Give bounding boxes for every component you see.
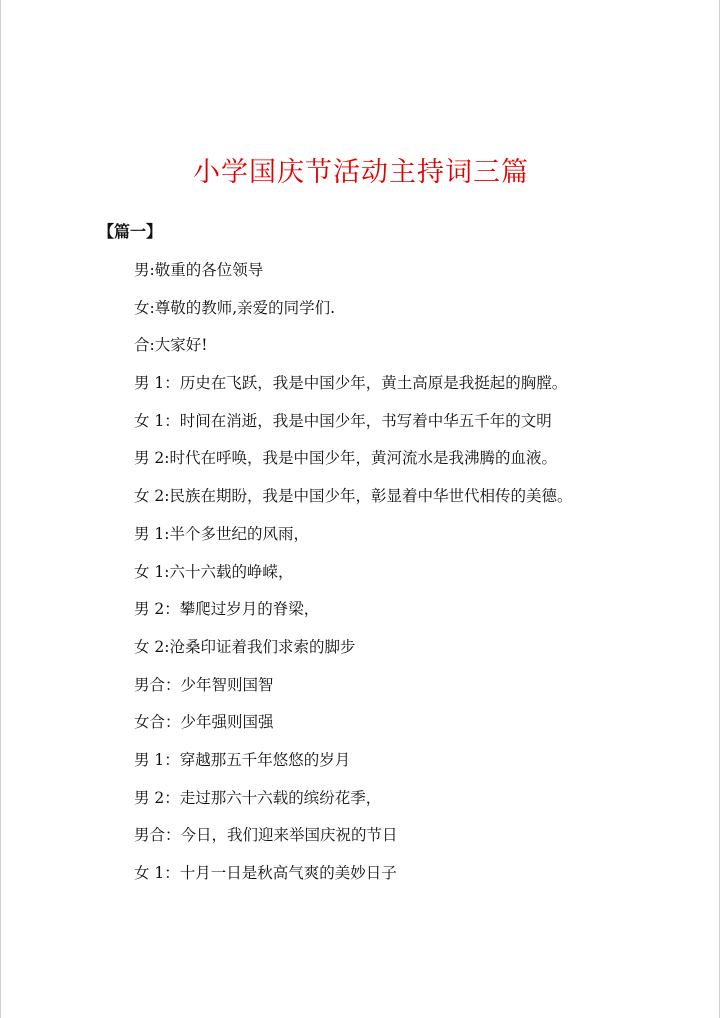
script-line: 女 1:六十六载的峥嵘，: [134, 562, 294, 581]
script-lines: [134, 258, 694, 899]
script-line: 男 1:半个多世纪的风雨，: [134, 524, 310, 543]
script-line: 男合：少年智则国智: [134, 675, 274, 694]
script-line: 女 2:沧桑印证着我们求索的脚步: [134, 637, 356, 656]
script-line: 女:尊敬的教师,亲爱的同学们.: [134, 298, 336, 317]
document-title: 小学国庆节活动主持词三篇: [193, 157, 529, 188]
section-heading: 【篇一】: [98, 222, 163, 241]
script-line: 女合：少年强则国强: [134, 713, 274, 732]
script-line: 男 2：攀爬过岁月的脊梁，: [134, 600, 320, 619]
script-line: 男 2：走过那六十六载的缤纷花季，: [134, 788, 382, 807]
script-line: 女 1：时间在消逝，我是中国少年，书写着中华五千年的文明: [134, 411, 552, 430]
script-line: 男 2:时代在呼唤，我是中国少年，黄河流水是我沸腾的血液。: [134, 449, 558, 468]
script-line: 男 1：历史在飞跃，我是中国少年，黄土高原是我挺起的胸膛。: [134, 374, 568, 393]
script-line: 女 2:民族在期盼，我是中国少年，彰显着中华世代相传的美德。: [134, 487, 573, 506]
script-line: 男 1：穿越那五千年悠悠的岁月: [134, 750, 351, 769]
script-line: 男:敬重的各位领导: [134, 261, 264, 279]
script-line: 男合：今日，我们迎来举国庆祝的节日: [134, 826, 398, 845]
script-line: 女 1：十月一日是秋高气爽的美妙日子: [134, 864, 397, 882]
script-line: 合:大家好!: [134, 336, 208, 355]
